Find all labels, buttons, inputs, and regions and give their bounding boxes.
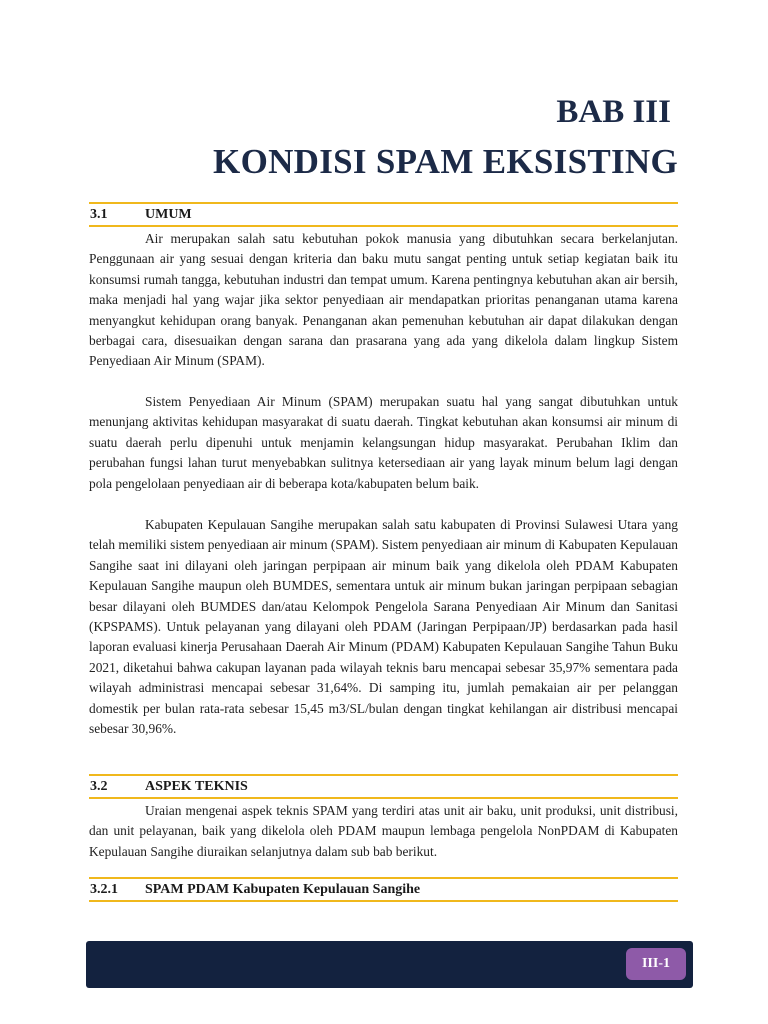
paragraph: Air merupakan salah satu kebutuhan pokok manusia yang dibutuhkan secara berkelanjutan. Penggunaan air yang sesuai dengan kriteria dan baku mutu sangat penting untuk setiap kegiatan baik itu konsumsi rumah tangga, kebutuhan industri dan tempat umum. Karena pentingnya kebutuhan akan air bersih, maka menjadi hal yang wajar jika sektor penyediaan air mendapatkan prioritas penanganan utama karena menyangkut kehidupan orang banyak. Penanganan akan pemenuhan kebutuhan air dapat dilakukan dengan berbagai cara, disesuaikan dengan sarana dan prasarana yang ada yang dikelola dalam lingkup Sistem Penyediaan Air Minum (SPAM). xyxy=(89,231,678,369)
chapter-number: BAB III xyxy=(556,94,671,130)
chapter-title: KONDISI SPAM EKSISTING xyxy=(213,142,678,181)
section-title: UMUM xyxy=(145,207,192,222)
paragraph: Uraian mengenai aspek teknis SPAM yang terdiri atas unit air baku, unit produksi, unit distribusi, dan unit pelayanan, baik yang dikelola oleh PDAM maupun lembaga pengelola NonPDAM di Kabupaten Kepulauan Sangihe diuraikan selanjutnya dalam sub bab berikut. xyxy=(89,803,678,859)
paragraph: Sistem Penyediaan Air Minum (SPAM) merupakan suatu hal yang sangat dibutuhkan untuk menunjang aktivitas kehidupan masyarakat di suatu daerah. Tingkat kebutuhan akan konsumsi air minum di suatu daerah perlu dipenuhi untuk menjamin kelangsungan hidup masyarakat. Perubahan Iklim dan perubahan fungsi lahan turut menyebabkan sulitnya ketersediaan air yang layak minum belum lagi dengan pola pengelolaan penyediaan air di beberapa kota/kabupaten belum baik. xyxy=(89,394,678,491)
section-number: 3.2.1 xyxy=(90,882,118,897)
paragraph: Kabupaten Kepulauan Sangihe merupakan salah satu kabupaten di Provinsi Sulawesi Utara yang telah memiliki sistem penyediaan air minum (SPAM). Sistem penyediaan air minum di Kabupaten Kepulauan Sangihe saat ini dilayani oleh jaringan perpipaan air minum baik yang dikelola oleh PDAM Kabupaten Kepulauan Sangihe maupun oleh BUMDES, sementara untuk air minum bukan jaringan perpipaan sebagian besar dilayani oleh BUMDES dan/atau Kelompok Pengelola Sarana Penyediaan Air Minum dan Sanitasi (KPSPAMS). Untuk pelayanan yang dilayani oleh PDAM (Jaringan Perpipaan/JP) berdasarkan pada hasil laporan evaluasi kinerja Perusahaan Daerah Air Minum (PDAM) Kabupaten Kepulauan Sangihe Tahun Buku 2021, diketahui bahwa cakupan layanan pada wilayah teknis baru mencapai sebesar 35,97% sementara pada wilayah administrasi mencapai sebesar 31,64%. Di samping itu, jumlah pemakaian air per pelanggan domestik per bulan rata-rata sebesar 15,45 m3/SL/bulan dengan tingkat kehilangan air distribusi mencapai sebesar 30,96%. xyxy=(89,517,678,737)
footer-bar xyxy=(86,941,693,988)
section-rule-bottom xyxy=(89,225,678,227)
section-title: SPAM PDAM Kabupaten Kepulauan Sangihe xyxy=(145,882,421,897)
section-rule-top xyxy=(89,202,678,204)
section-rule-bottom xyxy=(89,900,678,902)
section-title: ASPEK TEKNIS xyxy=(145,779,248,794)
section-rule-top xyxy=(89,774,678,776)
section-rule-top xyxy=(89,877,678,879)
page-number-badge: III-1 xyxy=(626,948,686,980)
section-number: 3.1 xyxy=(90,207,108,222)
section-rule-bottom xyxy=(89,797,678,799)
section-number: 3.2 xyxy=(90,779,108,794)
